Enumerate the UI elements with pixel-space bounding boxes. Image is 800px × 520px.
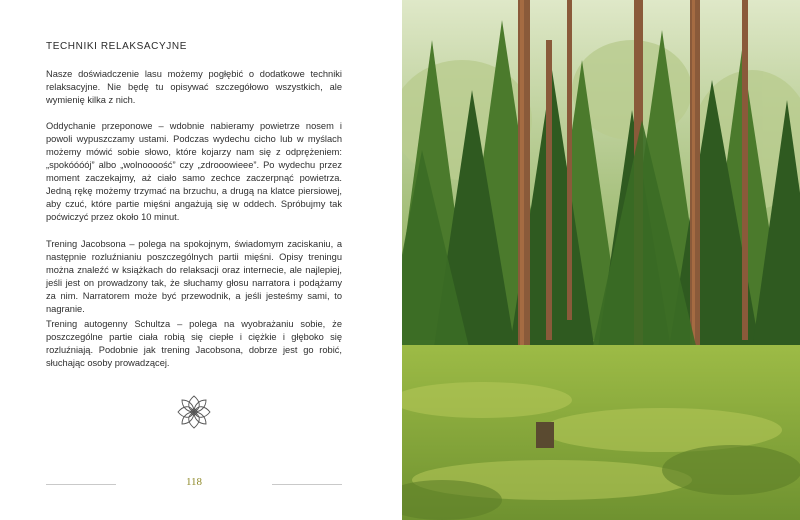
right-page (402, 0, 800, 520)
forest-photo (402, 0, 800, 520)
pinecone-ornament-icon (174, 392, 214, 432)
footer-rule-right (272, 484, 342, 485)
paragraph-intro: Nasze doświadczenie lasu możemy pogłębić o dodatkowe techniki relaksacyjne. Nie będę tu opisywać szczegółowo wszystkich, ale wymienię kilka z nich. (46, 69, 342, 105)
footer-rule-left (46, 484, 116, 485)
paragraph-jacobson: Trening Jacobsona – polega na spokojnym, świadomym zaciskaniu, a następnie rozluźnianiu poszczególnych partii mięśni. Opisy treningu można znaleźć w książkach do relaksacji oraz internecie, ale najlepiej, jeśli jest on prowadzony tak, że słuchamy głosu narratora i podążamy za nim. Narratorem może być przewodnik, a jeśli jesteśmy sami, to nagranie. (46, 239, 342, 314)
paragraph-breathing: Oddychanie przeponowe – wdobnie nabieramy powietrze nosem i powoli wypuszczamy ustami. Podczas wydechu cicho lub w myślach możemy mówić sobie słowo, które kojarzy nam się z odprężeniem: „spokóóóój” albo „wolnoooość” czy „zdrooowieee”. Po wydechu przez moment zaczekajmy, aż ciało samo zechce zaczerpnąć powietrza. Jedną rękę możemy trzymać na brzuchu, a drugą na klatce piersiowej, aby czuć, które partie mięśni angażują się w oddech. Spróbujmy tak poćwiczyć przez około 10 minut. (46, 121, 342, 222)
page-number: 118 (185, 476, 203, 488)
paragraph-schultz: Trening autogenny Schultza – polega na wyobrażaniu sobie, że poszczególne partie ciała robią się ciepłe i ciężkie i głęboko się rozluźniają. Podobnie jak trening Jacobsona, dobrze jest go robić, słuchając osoby prowadzącej. (46, 319, 342, 368)
section-heading: TECHNIKI RELAKSACYJNE (46, 41, 187, 52)
